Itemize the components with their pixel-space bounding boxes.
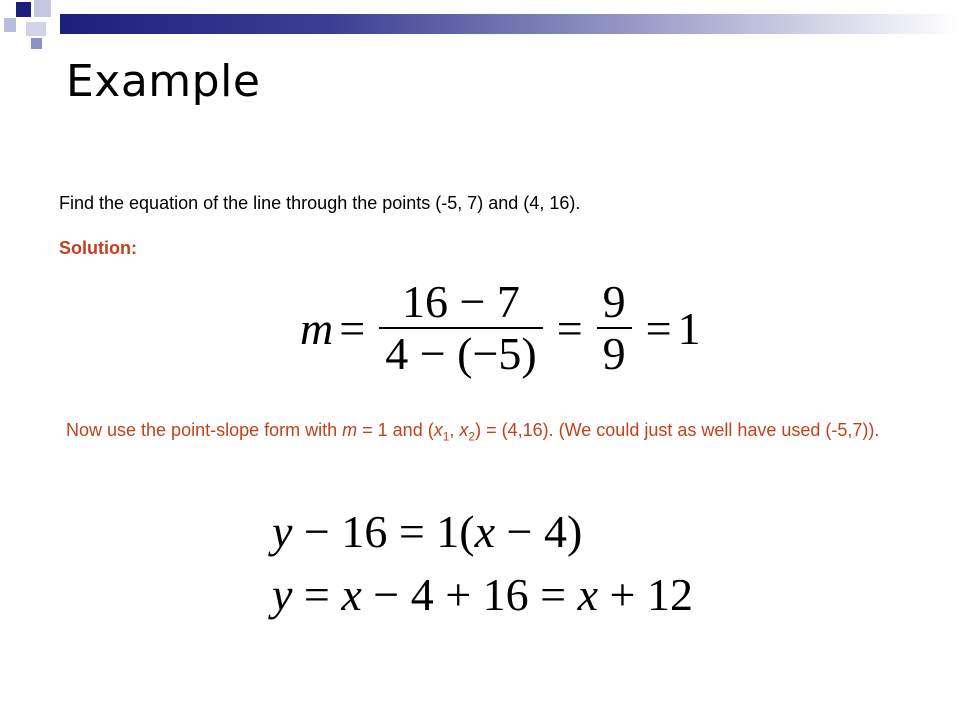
header-square-light-top <box>34 0 51 17</box>
point-slope-equation <box>272 505 582 558</box>
header-square-navy <box>16 2 31 17</box>
note-x-variable: x <box>433 420 443 440</box>
equals-sign: = <box>339 302 366 354</box>
problem-statement: Find the equation of the line through the points (-5, 7) and (4, 16). <box>59 193 581 213</box>
equation-text: − 4 + 16 = <box>361 569 578 620</box>
fraction-numerator: 9 <box>602 276 626 327</box>
equals-sign: = <box>645 302 672 354</box>
equation-text: − 4) <box>495 506 583 557</box>
x-variable: x <box>577 569 599 620</box>
note-text: = 1 and ( <box>357 420 434 440</box>
note-m-variable: m <box>342 420 358 440</box>
slope-equation <box>300 278 701 378</box>
slope-intercept-equation <box>272 568 693 621</box>
slope-variable: m <box>300 302 334 354</box>
slope-result: 1 <box>677 302 701 354</box>
note-text: ) = (4,16). (We could just as well have used (-5,7)). <box>475 420 880 440</box>
x-variable: x <box>341 569 362 620</box>
header-square-small <box>31 38 42 49</box>
y-variable: y <box>272 569 293 620</box>
header-square-light-left <box>4 18 16 32</box>
note-text: , <box>449 420 460 440</box>
header-square-light-mid <box>26 22 46 36</box>
note-subscript: 2 <box>468 429 476 444</box>
header-gradient-bar <box>60 14 960 34</box>
note-subscript: 1 <box>442 429 450 444</box>
fraction-denominator: 4 − (−5) <box>385 328 537 379</box>
simplified-fraction <box>597 276 632 379</box>
note-x-variable: x <box>459 420 469 440</box>
slide-title: Example <box>66 56 261 107</box>
difference-fraction <box>379 276 543 379</box>
fraction-denominator: 9 <box>602 328 626 379</box>
equation-text: = <box>292 569 342 620</box>
solution-label: Solution: <box>59 238 137 258</box>
point-slope-note <box>66 417 896 450</box>
fraction-numerator: 16 − 7 <box>401 276 520 327</box>
equation-text: + 12 <box>598 569 693 620</box>
equation-text: − 16 = 1( <box>292 506 475 557</box>
note-text: Now use the point-slope form with <box>66 420 343 440</box>
x-variable: x <box>474 506 496 557</box>
y-variable: y <box>272 506 293 557</box>
equals-sign: = <box>556 302 583 354</box>
